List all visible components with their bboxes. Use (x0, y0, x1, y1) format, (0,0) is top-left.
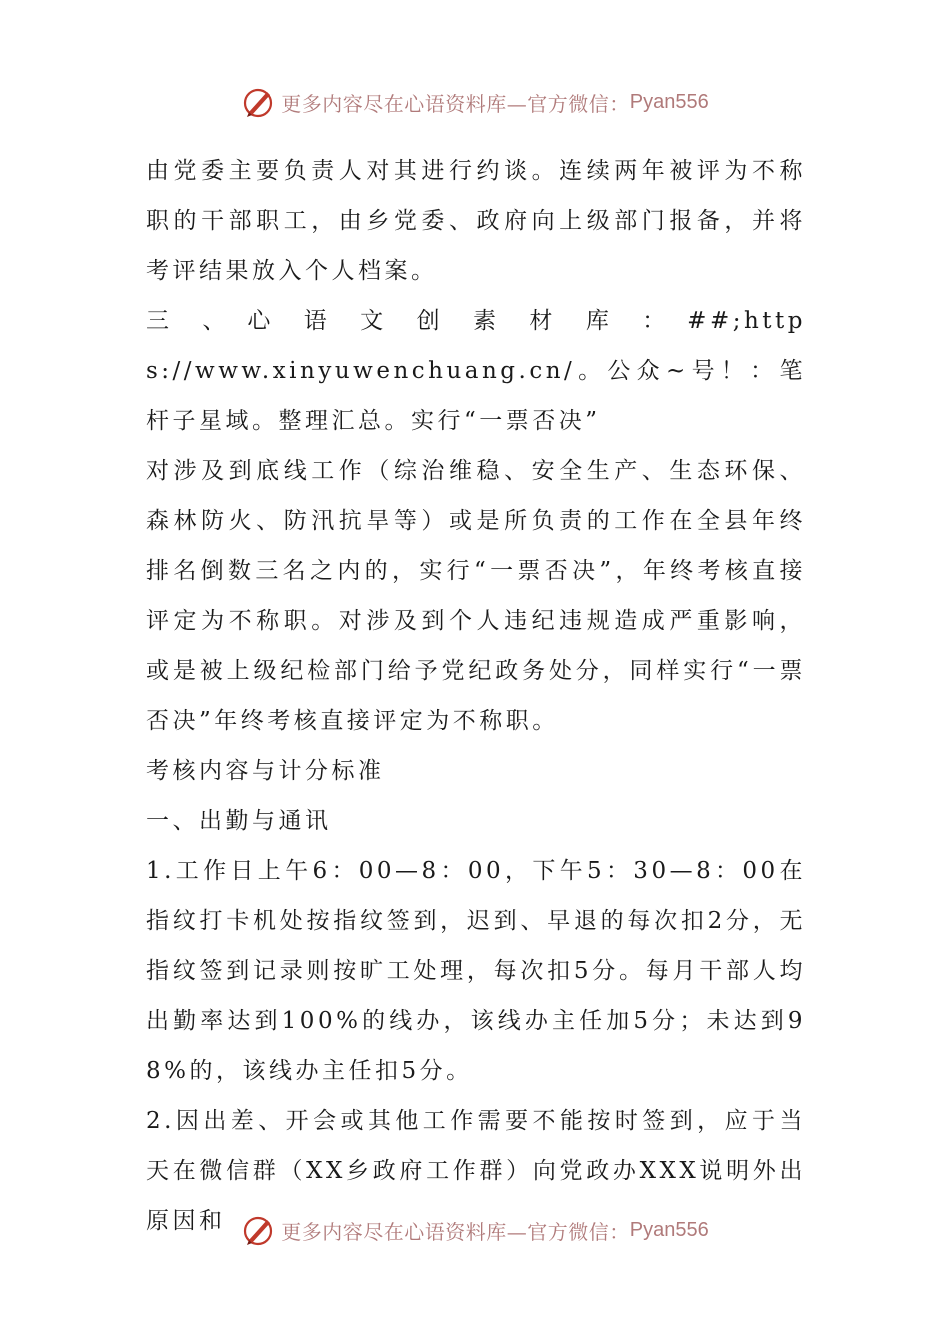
footer-watermark-banner (0, 1210, 950, 1250)
paragraph: 由党委主要负责人对其进行约谈。连续两年被评为不称职的干部职工，由乡党委、政府向上级部门报备，并将考评结果放入个人档案。 (146, 158, 806, 284)
paragraph-subheading: 一、出勤与通讯 (146, 808, 332, 834)
paragraph-item: 1.工作日上午6：00—8：00，下午5：30—8：00在指纹打卡机处按指纹签到，迟到、早退的每次扣2分，无指纹签到记录则按旷工处理，每次扣5分。每月干部人均出勤率达到100%的线办，该线办主任加5分；未达到98%的，该线办主任扣5分。 (146, 858, 806, 1084)
paragraph-section-heading: 三 、 心 语 文 创 素 材 库 ： ##;https://www.xinyuwenchuang.cn/。公众~号！：笔杆子星域。整理汇总。实行“一票否决” (146, 308, 806, 434)
document-body (146, 146, 806, 1246)
watermark-text: 更多内容尽在心语资料库—官方微信： (281, 1219, 630, 1244)
watermark-wechat-id: Pyan556 (629, 1218, 709, 1241)
header-watermark-banner (0, 82, 950, 122)
watermark-wechat-id: Pyan556 (629, 90, 709, 113)
paragraph-item: 2.因出差、开会或其他工作需要不能按时签到，应于当天在微信群（XX乡政府工作群）向党政办XXX说明外出原因和 (146, 1108, 806, 1234)
paragraph-subheading: 考核内容与计分标准 (146, 758, 385, 784)
pen-circle-logo-icon (241, 84, 277, 120)
paragraph: 对涉及到底线工作（综治维稳、安全生产、生态环保、森林防火、防汛抗旱等）或是所负责的工作在全县年终排名倒数三名之内的，实行“一票否决”，年终考核直接评定为不称职。对涉及到个人违纪违规造成严重影响，或是被上级纪检部门给予党纪政务处分，同样实行“一票否决”年终考核直接评定为不称职。 (146, 458, 806, 734)
watermark-text: 更多内容尽在心语资料库—官方微信： (281, 91, 630, 116)
pen-circle-logo-icon (241, 1212, 277, 1248)
